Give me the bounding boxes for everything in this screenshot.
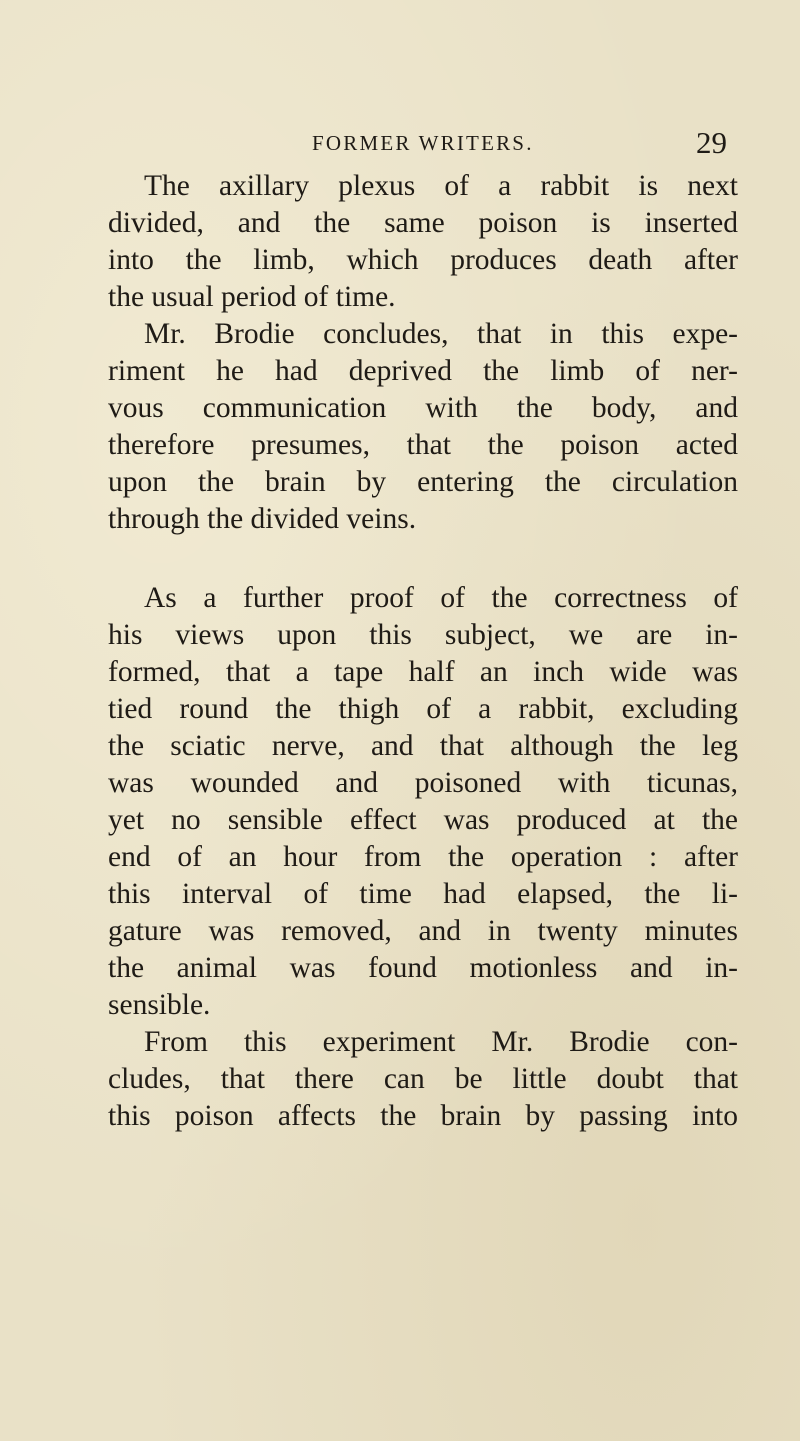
paragraph-3-line-11: the animal was found motionless and in- — [108, 952, 738, 984]
paragraph-3-line-4: tied round the thigh of a rabbit, excluding — [108, 693, 738, 725]
paragraph-1-line-2: divided, and the same poison is inserted — [108, 207, 738, 239]
paragraph-3-line-12: sensible. — [108, 989, 211, 1021]
paragraph-4-line-2: cludes, that there can be little doubt that — [108, 1063, 738, 1095]
paragraph-3-line-2: his views upon this subject, we are in- — [108, 619, 738, 651]
paragraph-3-line-8: end of an hour from the operation : after — [108, 841, 738, 873]
paragraph-3-line-1: As a further proof of the correctness of — [144, 582, 738, 614]
paragraph-1-line-4: the usual period of time. — [108, 281, 396, 313]
paragraph-1-line-1: The axillary plexus of a rabbit is next — [144, 170, 738, 202]
running-title: FORMER WRITERS. — [312, 131, 534, 155]
paragraph-2-line-6: through the divided veins. — [108, 503, 417, 535]
paragraph-1-line-3: into the limb, which produces death after — [108, 244, 738, 276]
page-number: 29 — [696, 125, 727, 160]
paragraph-2-line-5: upon the brain by entering the circulation — [108, 466, 738, 498]
paragraph-4-line-1: From this experiment Mr. Brodie con- — [144, 1026, 738, 1058]
paragraph-3-line-7: yet no sensible effect was produced at the — [108, 804, 738, 836]
paragraph-2-line-2: riment he had deprived the limb of ner- — [108, 355, 738, 387]
paragraph-2-line-4: therefore presumes, that the poison acted — [108, 429, 738, 461]
paragraph-3-line-3: formed, that a tape half an inch wide was — [108, 656, 738, 688]
paragraph-3-line-6: was wounded and poisoned with ticunas, — [108, 767, 738, 799]
running-head — [0, 123, 800, 163]
paragraph-4-line-3: this poison affects the brain by passing into — [108, 1100, 738, 1132]
paragraph-3-line-10: gature was removed, and in twenty minutes — [108, 915, 738, 947]
paragraph-3-line-5: the sciatic nerve, and that although the leg — [108, 730, 738, 762]
paragraph-3-line-9: this interval of time had elapsed, the li- — [108, 878, 738, 910]
paragraph-2-line-1: Mr. Brodie concludes, that in this expe- — [144, 318, 738, 350]
paragraph-2-line-3: vous communication with the body, and — [108, 392, 738, 424]
